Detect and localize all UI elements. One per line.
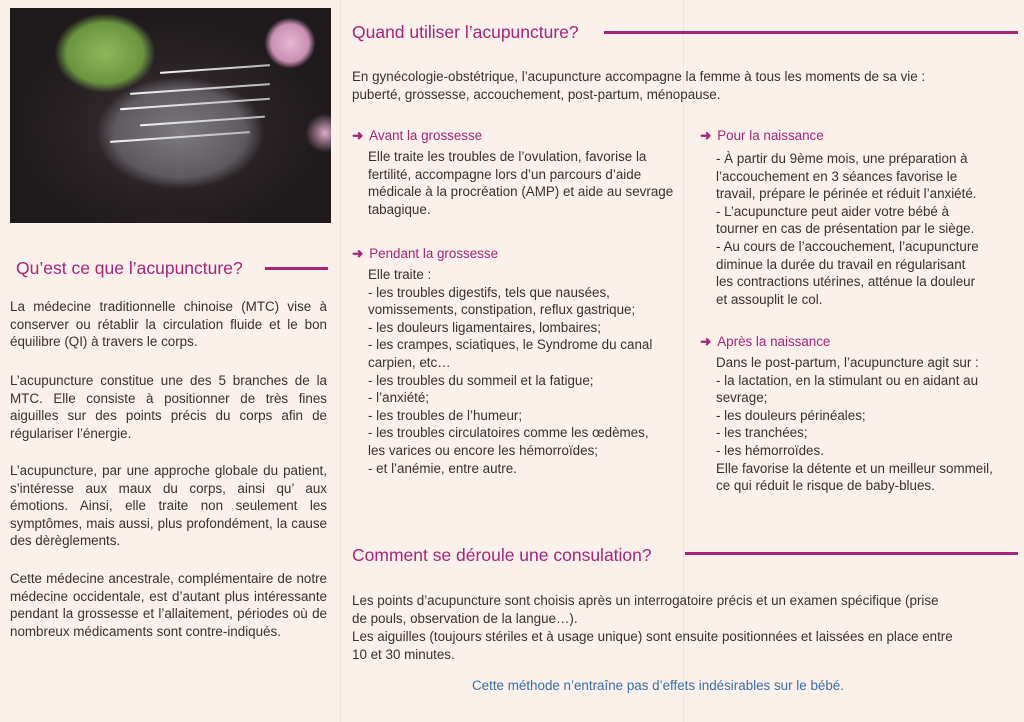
list-item: travail, prépare le périnée et réduit l’anxiété. — [716, 186, 977, 202]
list-item: diminue la durée du travail en régularisant — [716, 256, 966, 272]
ancestral-paragraph: Cette médecine ancestrale, complémentaire de notre médecine occidentale, est d’autant plus intéressante pendant la grossesse et l’allaitement, périodes où de nombreux médicaments sont contre-indiqués. — [10, 571, 327, 639]
section-heading-when: Quand utiliser l’acupuncture? — [352, 22, 579, 42]
list-item: - les troubles circulatoires comme les œdèmes, — [368, 425, 649, 441]
list-item: - les douleurs périnéales; — [716, 407, 866, 423]
acupuncture-stone-photo — [10, 8, 331, 223]
list-item: les varices ou encore les hémorroïdes; — [368, 442, 598, 458]
list-item: ce qui réduit le risque de baby-blues. — [716, 478, 935, 494]
list-item: - l’anxiété; — [368, 390, 430, 406]
subheading-before-pregnancy: ➜ Avant la grossesse — [352, 128, 483, 143]
during-pregnancy-list — [368, 266, 652, 477]
subheading-during-pregnancy: ➜ Pendant la grossesse — [352, 246, 499, 261]
heading-rule — [265, 267, 328, 270]
arrow-icon: ➜ — [700, 128, 712, 143]
when-intro-line2: puberté, grossesse, accouchement, post-partum, ménopause. — [352, 87, 721, 102]
list-item: - Au cours de l’accouchement, l’acupuncture — [716, 238, 979, 254]
intro-paragraph: La médecine traditionnelle chinoise (MTC) vise à conserver ou rétablir la circulation fluide et le bon équilibre (QI) à travers le corps. — [10, 299, 327, 350]
panel-fold-right — [683, 0, 684, 722]
heading-rule — [685, 552, 1018, 555]
before-pregnancy-text: Elle traite les troubles de l’ovulation, favorise la fertilité, accompagne lors d’un parcours d’aide médicale à la procréation (AMP) et aide au sevrage tabagique. — [368, 149, 674, 217]
section-heading-what: Qu’est ce que l’acupuncture? — [16, 258, 243, 278]
list-item: et assouplit le col. — [716, 291, 823, 307]
list-item: - les troubles du sommeil et la fatigue; — [368, 372, 594, 388]
consult-line2: de pouls, observation de la langue…). — [352, 611, 578, 626]
list-item: - la lactation, en la stimulant ou en aidant au — [716, 372, 979, 388]
list-item: - les tranchées; — [716, 425, 808, 441]
list-item: - et l’anémie, entre autre. — [368, 460, 517, 476]
safety-note: Cette méthode n’entraîne pas d’effets indésirables sur le bébé. — [472, 678, 844, 693]
heading-rule — [604, 31, 1018, 34]
list-item: les contractions utérines, atténue la douleur — [716, 274, 976, 290]
list-item: tourner en cas de présentation par le siège. — [716, 221, 975, 237]
subheading-for-birth: ➜ Pour la naissance — [700, 128, 824, 143]
list-item: l’accouchement en 3 séances favorise le — [716, 168, 958, 184]
subheading-after-birth: ➜ Après la naissance — [700, 334, 831, 349]
arrow-icon: ➜ — [700, 334, 712, 349]
consult-line3: Les aiguilles (toujours stériles et à usage unique) sont ensuite positionnées et laissées en place entre — [352, 629, 953, 644]
when-intro-line1: En gynécologie-obstétrique, l’acupuncture accompagne la femme à tous les moments de sa vie : — [352, 69, 926, 84]
list-item: - les hémorroïdes. — [716, 442, 824, 458]
list-item: vomissements, constipation, reflux gastrique; — [368, 302, 636, 318]
list-item: Elle traite : — [368, 267, 432, 282]
list-item: Dans le post-partum, l’acupuncture agit sur : — [716, 355, 979, 370]
for-birth-list — [716, 150, 979, 308]
list-item: sevrage; — [716, 390, 768, 406]
list-item: carpien, etc… — [368, 354, 451, 370]
consult-line4: 10 et 30 minutes. — [352, 647, 455, 662]
list-item: - les douleurs ligamentaires, lombaires; — [368, 319, 601, 335]
list-item: - les crampes, sciatiques, le Syndrome du canal — [368, 337, 653, 353]
list-item: - À partir du 9ème mois, une préparation à — [716, 151, 968, 166]
arrow-icon: ➜ — [352, 246, 364, 261]
panel-fold-left — [340, 0, 341, 722]
branches-paragraph: L’acupuncture constitue une des 5 branches de la MTC. Elle consiste à positionner de très fines aiguilles sur des points précis du corps afin de régulariser l’énergie. — [10, 373, 327, 441]
list-item: - L’acupuncture peut aider votre bébé à — [716, 203, 950, 219]
after-birth-list — [716, 354, 993, 495]
approach-paragraph: L’acupuncture, par une approche globale du patient, s’intéresse aux maux du corps, ainsi qu’ aux émotions. Ainsi, elle traite non seulement les symptômes, mais aussi, plus profondément, la cause des dèrèglements. — [10, 463, 327, 549]
list-item: - les troubles digestifs, tels que nausées, — [368, 284, 610, 300]
consult-line1: Les points d’acupuncture sont choisis après un interrogatoire précis et un examen spécifique (prise — [352, 593, 939, 608]
section-heading-consultation: Comment se déroule une consulation? — [352, 545, 652, 565]
arrow-icon: ➜ — [352, 128, 364, 143]
list-item: Elle favorise la détente et un meilleur sommeil, — [716, 460, 993, 476]
list-item: - les troubles de l’humeur; — [368, 407, 523, 423]
